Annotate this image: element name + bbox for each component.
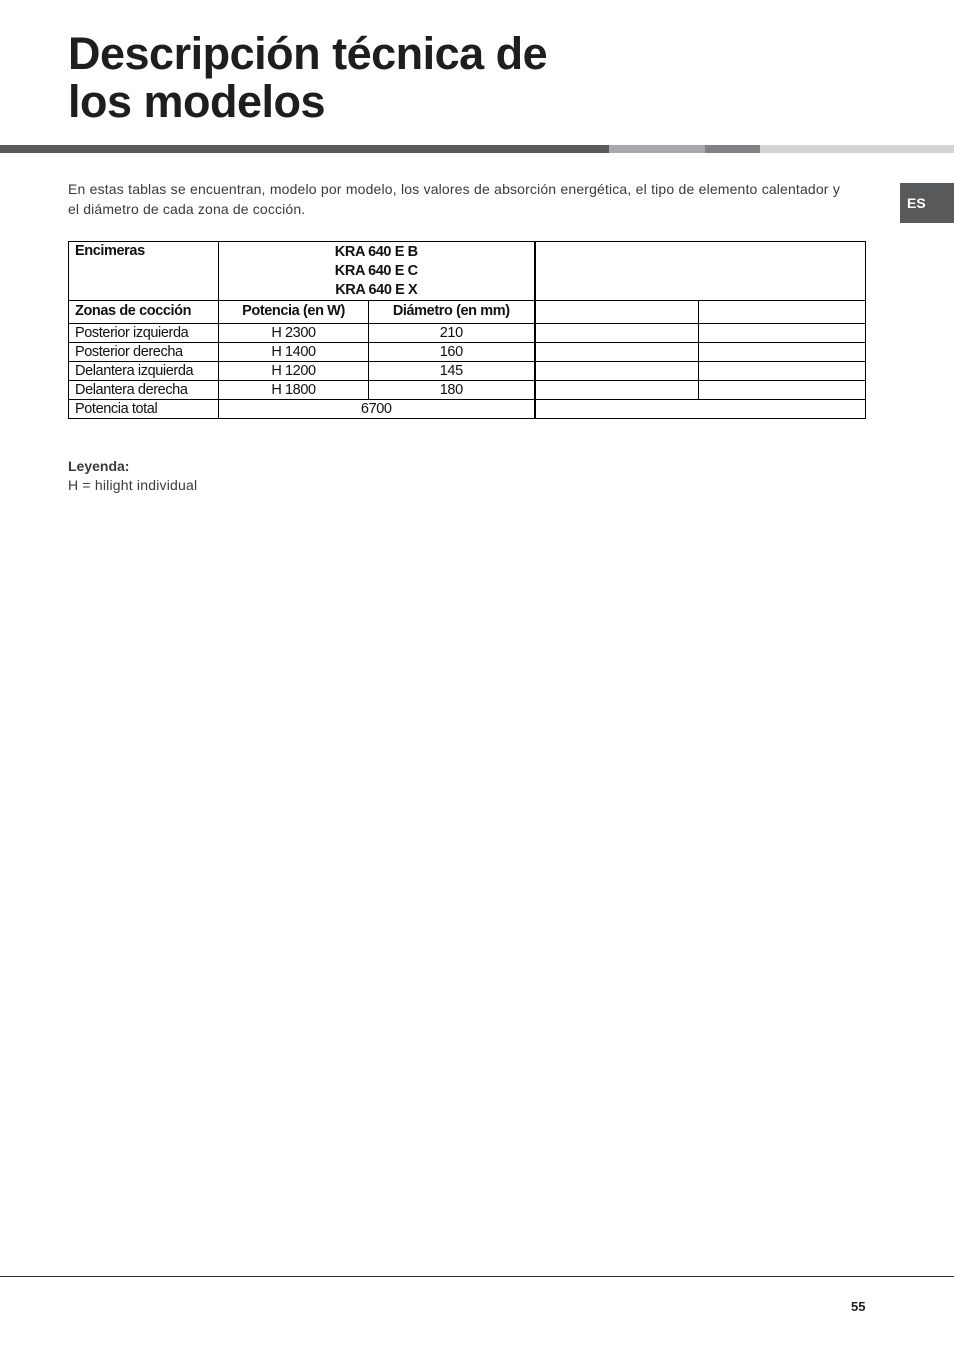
empty-cell (699, 381, 866, 400)
power-cell: H 2300 (219, 324, 369, 343)
intro-paragraph: En estas tablas se encuentran, modelo por modelo, los valores de absorción energética, el tipo de elemento calentador y el diámetro de cada zona de cocción. (68, 181, 840, 217)
power-cell: H 1800 (219, 381, 369, 400)
power-cell: H 1200 (219, 362, 369, 381)
model-name: KRA 640 E X (335, 282, 418, 298)
diameter-cell: 145 (369, 362, 535, 381)
page-title (68, 30, 547, 126)
column-header-zones: Zonas de cocción (69, 301, 219, 324)
table-row (69, 362, 866, 381)
total-label: Potencia total (69, 400, 219, 419)
page-title-line-2: los modelos (68, 76, 326, 127)
specs-table (68, 241, 866, 419)
header-rule-segment-2 (609, 145, 705, 153)
encimeras-label: Encimeras (69, 242, 219, 301)
empty-cell (535, 343, 699, 362)
zone-cell: Posterior derecha (69, 343, 219, 362)
total-row (69, 400, 866, 419)
empty-cell (699, 301, 866, 324)
model-name: KRA 640 E B (334, 244, 418, 260)
footer-rule (0, 1276, 954, 1277)
header-rule-segment-3 (705, 145, 760, 153)
header-rule-segment-4 (760, 145, 954, 153)
empty-cell (535, 362, 699, 381)
empty-cell (699, 324, 866, 343)
empty-cell (535, 400, 866, 419)
table-row (69, 324, 866, 343)
page-title-line-1: Descripción técnica de (68, 28, 548, 79)
zone-cell: Delantera derecha (69, 381, 219, 400)
zone-cell: Delantera izquierda (69, 362, 219, 381)
empty-cell (535, 381, 699, 400)
column-header-diameter: Diámetro (en mm) (369, 301, 535, 324)
zone-cell: Posterior izquierda (69, 324, 219, 343)
diameter-cell: 210 (369, 324, 535, 343)
diameter-cell: 160 (369, 343, 535, 362)
page-number: 55 (851, 1299, 866, 1314)
diameter-cell: 180 (369, 381, 535, 400)
table-header-row (69, 242, 866, 301)
table-row (69, 381, 866, 400)
model-name: KRA 640 E C (334, 263, 418, 279)
language-tab: ES (900, 183, 954, 223)
legend-text: H = hilight individual (68, 477, 198, 493)
empty-cell (535, 324, 699, 343)
empty-cell (699, 343, 866, 362)
column-header-row (69, 301, 866, 324)
total-value: 6700 (219, 400, 535, 419)
legend-title: Leyenda: (68, 458, 130, 474)
empty-cell (699, 362, 866, 381)
models-cell (219, 242, 535, 301)
header-rule-segment-1 (0, 145, 609, 153)
table-row (69, 343, 866, 362)
empty-cell (535, 301, 699, 324)
power-cell: H 1400 (219, 343, 369, 362)
column-header-power: Potencia (en W) (219, 301, 369, 324)
empty-model-cell (535, 242, 866, 301)
